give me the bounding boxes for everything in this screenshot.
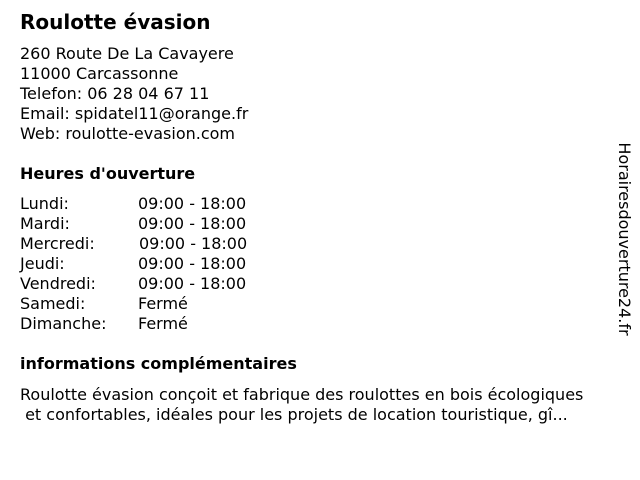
business-description [20, 385, 632, 425]
hours-value: Fermé [138, 314, 188, 333]
day-label: Samedi: [20, 294, 86, 313]
business-name: Roulotte évasion [20, 10, 211, 34]
day-label: Jeudi: [20, 254, 65, 273]
website-text: Web: roulotte-evasion.com [20, 124, 235, 143]
additional-info-heading: informations complémentaires [20, 354, 297, 373]
day-label: Mardi: [20, 214, 70, 233]
address-street: 260 Route De La Cavayere [20, 44, 234, 63]
hours-value: 09:00 - 18:00 [139, 234, 248, 253]
phone-text: Telefon: 06 28 04 67 11 [20, 84, 210, 103]
address-city: 11000 Carcassonne [20, 64, 179, 83]
day-label: Lundi: [20, 194, 69, 213]
description-line: et confortables, idéales pour les projets de location touristique, gî... [20, 405, 568, 424]
hours-value: 09:00 - 18:00 [138, 214, 247, 233]
opening-hours-heading: Heures d'ouverture [20, 164, 196, 183]
day-label: Mercredi: [20, 234, 95, 253]
description-line: Roulotte évasion conçoit et fabrique des roulottes en bois écologiques [20, 385, 584, 404]
hours-value: Fermé [138, 294, 188, 313]
site-watermark: Horairesdouverture24.fr [615, 142, 634, 336]
hours-value: 09:00 - 18:00 [138, 254, 247, 273]
email-text: Email: spidatel11@orange.fr [20, 104, 249, 123]
day-label: Dimanche: [20, 314, 107, 333]
contact-block [20, 44, 248, 144]
hours-value: 09:00 - 18:00 [138, 274, 247, 293]
hours-value: 09:00 - 18:00 [138, 194, 247, 213]
day-label: Vendredi: [20, 274, 96, 293]
